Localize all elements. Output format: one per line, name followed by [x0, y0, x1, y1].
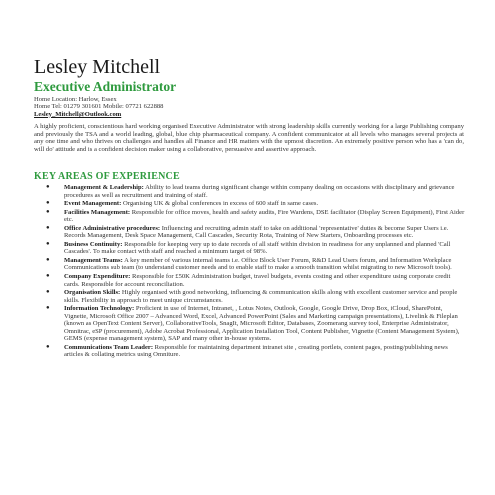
area-label: Organisation Skills: [64, 289, 121, 297]
list-item [34, 209, 466, 224]
area-label: Communications Team Leader: [64, 343, 154, 351]
list-item [34, 273, 466, 288]
list-item [34, 289, 466, 304]
area-text: Responsible for keeping very up to date records of all staff within division in readiness for any unplanned and planned 'Call Cascades'. To make contact with staff and reached a minimum target of 98%. [64, 240, 451, 256]
bullet-icon: ● [46, 289, 50, 296]
section-heading-key-areas: KEY AREAS OF EXPERIENCE [34, 171, 180, 182]
area-label: Business Continuity: [64, 240, 123, 248]
list-item [34, 344, 466, 359]
area-label: Information Technology: [64, 305, 135, 313]
bullet-icon: ● [46, 240, 50, 247]
contact-block [34, 96, 163, 118]
list-item [34, 200, 466, 208]
profile-summary: A highly proficient, conscientious hard working organised Executive Administrator with strong leadership skills currently working for a large Publishing company and previously the TSA and a world leading, global, blue chip pharmaceutical company. A confident communicator at all levels who manages several projects at any one time and who thrives on challenges and handles all Finance and HR matters with the upmost discretion. An extremely positive person who has a 'can do, will do' attitude and is a confident decision maker using a collaborative, persuasive and assertive approach. [34, 123, 464, 153]
area-label: Management & Leadership: [64, 184, 144, 191]
area-label: Company Expenditure: [64, 273, 131, 281]
list-item [34, 184, 466, 199]
list-item [34, 305, 466, 343]
job-title: Executive Administrator [34, 79, 177, 94]
area-label: Event Management: [64, 200, 122, 208]
area-label: Facilities Management: [64, 208, 131, 216]
area-text: Proficient in use of Internet, Intranet, , Lotus Notes, Outlook, Google, Google Drive, Drop Box, iCloud, SharePoint, Vignette, Microsoft Office 2007 – Advanced Word, Excel, Advanced PowerPoint (Sales and Marketing campaign presentations), Livelink & Fileplan (known as OpenText Content Server), CollaborativeTools, SnagIt, Microsoft Editor, Databases, Zoomerang survey tool, Enterprise Administrator, Omnitrac, eSP (procurement), Adobe Acrobat Professional, Application Installation Tool, Content Publisher, Vignette (Content Management System), GEMS (expense management system), SAP and many other in-house systems. [64, 305, 460, 343]
area-text: Highly organised with good networking, influencing & communication skills along with excellent customer service and people skills. Flexibility in approach to meet unique circumstances. [64, 289, 458, 304]
area-text: Influencing and recruiting admin staff to take on additional 'representative' duties & become Super Users i.e. Records Management, Desk Space Management, Call Cascades, Security Rota, Training of New Starters, Onboarding processes etc. [64, 224, 449, 240]
list-item [34, 225, 466, 240]
area-label: Office Administrative procedures: [64, 224, 161, 232]
bullet-icon: ● [46, 343, 50, 350]
bullet-icon: ● [46, 256, 50, 263]
area-text: Responsible for £50K Administration budget, travel budgets, events costing and other expenditure using corporate credit cards. Responsible for account reconciliation. [64, 273, 451, 288]
bullet-icon: ● [46, 273, 50, 280]
candidate-name: Lesley Mitchell [34, 56, 161, 78]
area-text: A key member of various internal teams i.e. Office Block User Forum, R&D Lead Users forum, and Information Workplace Communications sub team (to understand customer needs and to enable staff to make a smooth transition whilst migrating to new Microsoft tools). [64, 256, 452, 272]
phone-numbers: Home Tel: 01279 301601 Mobile: 07721 622888 [34, 103, 164, 111]
list-item [34, 257, 466, 272]
bullet-icon: ● [46, 208, 50, 215]
email-link[interactable]: Lesley_Mitchell@Outlook.com [34, 110, 122, 118]
area-text: Organising UK & global conferences in excess of 600 staff in same cases. [122, 200, 319, 208]
area-text: Ability to lead teams during significant change within company dealing on occasions with disciplinary and grievance procedures as well as recruitment and training of staff. [64, 184, 455, 199]
area-label: Management Teams: [64, 256, 123, 264]
area-text: Responsible for office moves, health and safety audits, Fire Wardens, DSE facilitator (Display Screen Equipment), First Aider etc. [64, 208, 465, 224]
key-areas-list [34, 184, 466, 360]
home-location: Home Location: Harlow, Essex [34, 96, 117, 103]
bullet-icon: ● [46, 305, 50, 312]
bullet-icon: ● [46, 224, 50, 231]
area-text: Responsible for maintaining department intranet site , creating portlets, content pages, posting/publishing news articles & collating metrics using Omniture. [64, 343, 448, 359]
list-item [34, 241, 466, 256]
bullet-icon: ● [46, 184, 50, 190]
bullet-icon: ● [46, 200, 50, 207]
